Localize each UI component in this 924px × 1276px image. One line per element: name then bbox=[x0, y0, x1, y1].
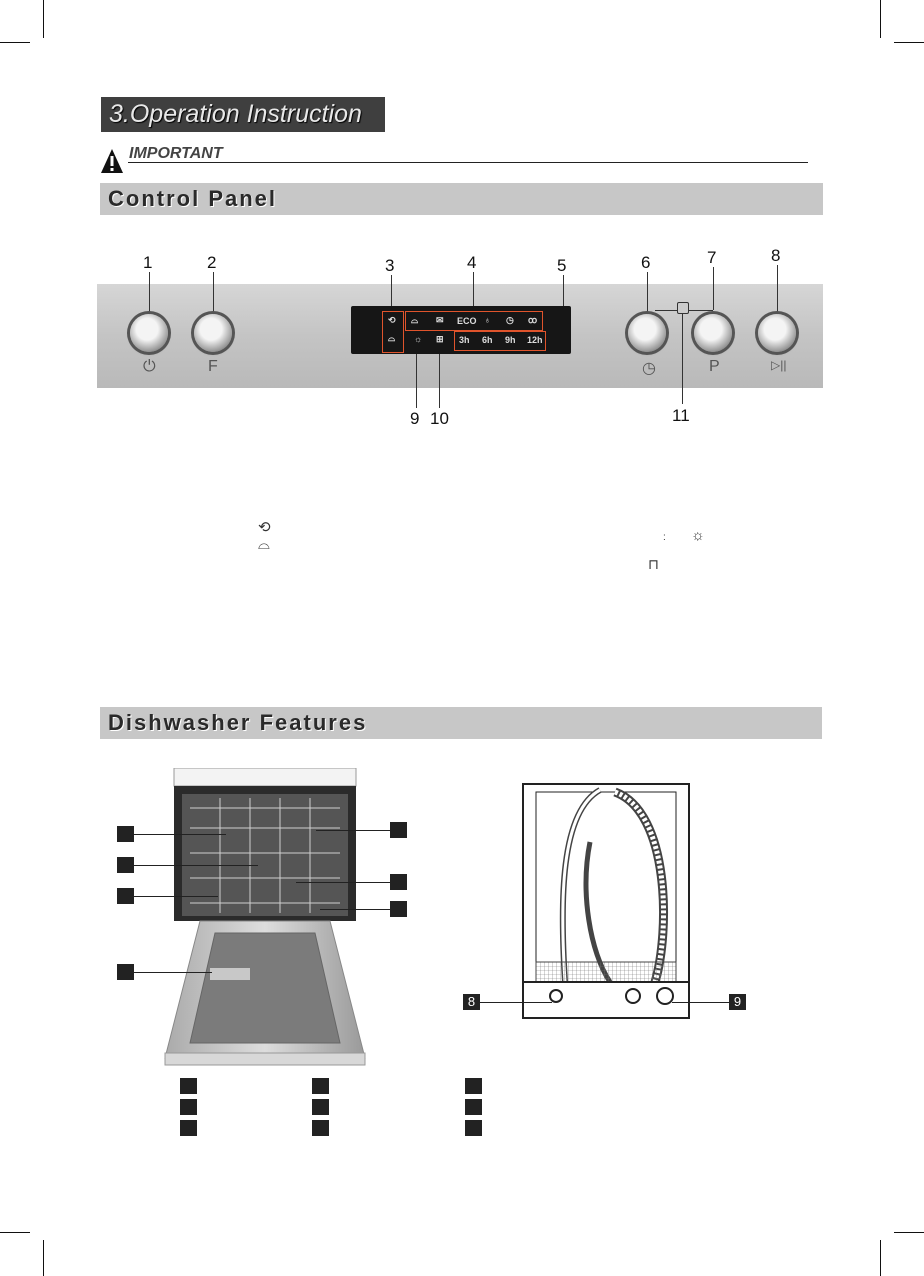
leader-line bbox=[777, 265, 778, 318]
dishwasher-features-heading: Dishwasher Features bbox=[100, 707, 822, 739]
pot-icon: ⌓ bbox=[258, 536, 270, 553]
rinse-aid-icon: ☼ bbox=[414, 334, 423, 344]
hour-label: 3h bbox=[459, 335, 470, 345]
delay-button[interactable] bbox=[628, 314, 666, 352]
legend-marker bbox=[312, 1078, 329, 1094]
glass-icon: ♁ bbox=[484, 315, 491, 325]
start-pause-icon: ▷|| bbox=[771, 358, 787, 372]
half-load-icon: ⟲ bbox=[388, 315, 396, 325]
crop-mark bbox=[43, 0, 44, 38]
lock-icon: ⊓ bbox=[648, 556, 659, 572]
leader-line bbox=[672, 1002, 729, 1003]
callout-number: 2 bbox=[207, 253, 217, 272]
crop-mark bbox=[880, 0, 881, 38]
rapid-icon: ◷ bbox=[506, 315, 514, 325]
legend-marker bbox=[465, 1099, 482, 1115]
leader-line bbox=[480, 1002, 552, 1003]
callout-marker bbox=[117, 888, 134, 904]
dishwasher-photo bbox=[160, 768, 370, 1066]
function-label: F bbox=[208, 358, 218, 375]
legend-marker bbox=[312, 1120, 329, 1136]
callout-number: 4 bbox=[467, 253, 477, 272]
crop-mark bbox=[880, 1240, 881, 1276]
start-pause-button[interactable] bbox=[758, 314, 796, 352]
program-button[interactable] bbox=[694, 314, 732, 352]
callout-number: 1 bbox=[143, 253, 153, 272]
legend-marker bbox=[312, 1099, 329, 1115]
leader-line bbox=[134, 972, 212, 973]
leader-line bbox=[320, 909, 390, 910]
callout-number: 11 bbox=[672, 406, 690, 425]
power-icon: ⏻ bbox=[143, 358, 156, 375]
power-button[interactable] bbox=[130, 314, 168, 352]
leader-line bbox=[296, 882, 390, 883]
crop-mark bbox=[0, 42, 30, 43]
warning-icon bbox=[100, 148, 124, 179]
callout-marker bbox=[390, 874, 407, 890]
lock-icon bbox=[677, 302, 689, 314]
crop-mark bbox=[43, 1240, 44, 1276]
program-label: P bbox=[709, 358, 720, 375]
hour-label: 6h bbox=[482, 335, 493, 345]
eco-label: ECO bbox=[457, 316, 477, 326]
callout-marker bbox=[117, 964, 134, 980]
callout-number: 9 bbox=[410, 409, 420, 428]
callout-marker bbox=[390, 822, 407, 838]
important-label: IMPORTANT bbox=[129, 145, 223, 162]
rinse-icon: ꝏ bbox=[528, 315, 538, 325]
normal-icon: ✉ bbox=[436, 315, 444, 325]
callout-number: 3 bbox=[385, 256, 395, 275]
pot-icon: ⌓ bbox=[388, 333, 396, 343]
colon-mark: : bbox=[663, 532, 666, 543]
function-button[interactable] bbox=[194, 314, 232, 352]
intensive-icon: ⌓ bbox=[411, 315, 419, 325]
leader-line bbox=[149, 272, 150, 318]
callout-number: 7 bbox=[707, 248, 717, 267]
leader-line bbox=[134, 896, 218, 897]
display-panel bbox=[351, 306, 571, 354]
callout-marker bbox=[117, 826, 134, 842]
crop-mark bbox=[0, 1232, 30, 1233]
crop-mark bbox=[894, 42, 924, 43]
callout-marker bbox=[117, 857, 134, 873]
callout-marker-8: 8 bbox=[463, 994, 480, 1010]
leader-line bbox=[682, 314, 683, 404]
legend-marker bbox=[180, 1099, 197, 1115]
leader-line bbox=[134, 865, 258, 866]
callout-number: 5 bbox=[557, 256, 567, 275]
leader-line bbox=[647, 272, 648, 318]
callout-number: 6 bbox=[641, 253, 651, 272]
hour-label: 12h bbox=[527, 335, 543, 345]
callout-number: 8 bbox=[771, 246, 781, 265]
salt-icon: ⊞ bbox=[436, 334, 444, 344]
leader-line bbox=[316, 830, 390, 831]
callout-marker-9: 9 bbox=[729, 994, 746, 1010]
crop-mark bbox=[894, 1232, 924, 1233]
hour-label: 9h bbox=[505, 335, 516, 345]
legend-marker bbox=[465, 1078, 482, 1094]
clock-icon: ◷ bbox=[642, 360, 656, 377]
divider bbox=[128, 162, 808, 163]
half-load-icon: ⟲ bbox=[258, 519, 271, 536]
leader-line bbox=[134, 834, 226, 835]
legend-marker bbox=[465, 1120, 482, 1136]
legend-marker bbox=[180, 1078, 197, 1094]
control-panel-heading: Control Panel bbox=[100, 183, 823, 215]
callout-marker bbox=[390, 901, 407, 917]
leader-line bbox=[713, 267, 714, 310]
rear-view-drawing bbox=[520, 782, 692, 1022]
rinse-aid-icon: ☼ bbox=[691, 527, 705, 544]
legend-marker bbox=[180, 1120, 197, 1136]
leader-line bbox=[213, 272, 214, 318]
section-title: 3.Operation Instruction bbox=[101, 97, 385, 132]
callout-number: 10 bbox=[430, 409, 449, 428]
